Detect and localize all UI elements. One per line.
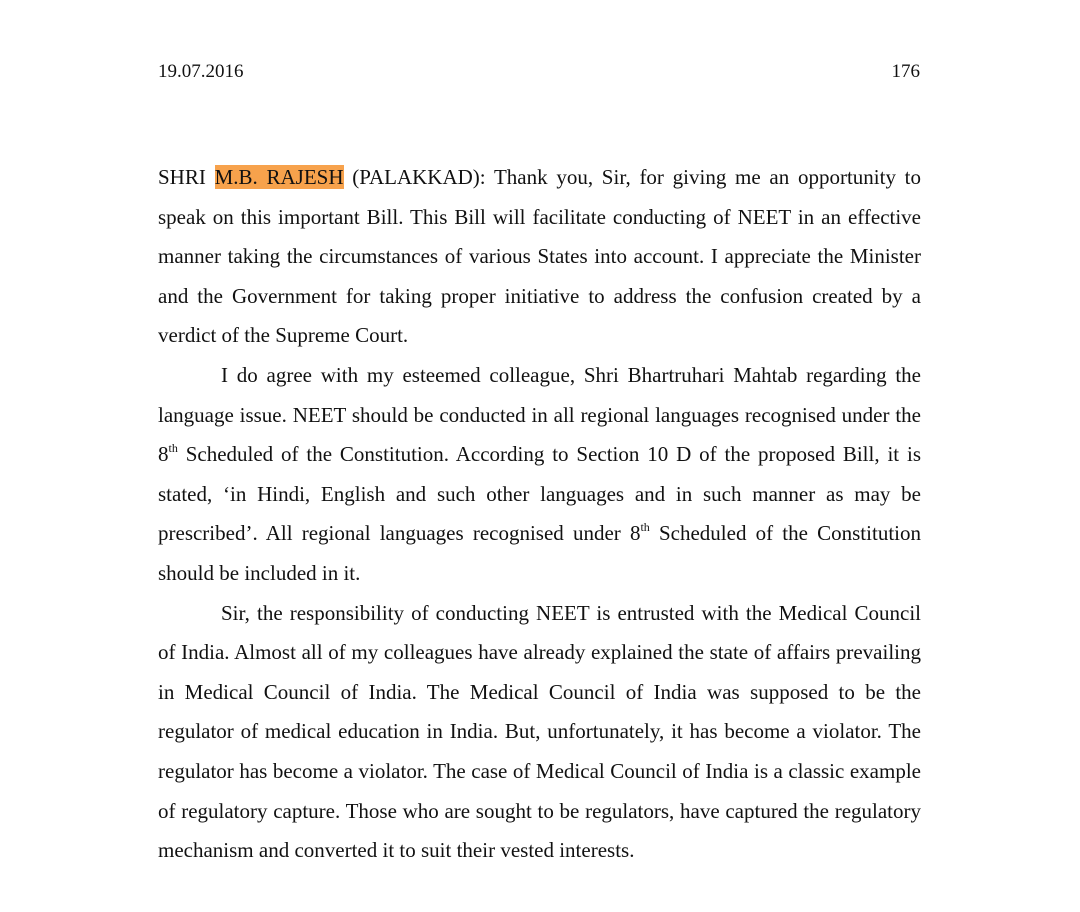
- paragraph-2-text-b: Scheduled of the Constitution. According to Section 10 D of the proposed Bill, it is stated, ‘in Hindi, English and such other languages and in such manner as may be prescribed’. All regional languages recognised under 8: [158, 442, 921, 546]
- superscript-ordinal: th: [168, 441, 178, 456]
- paragraph-language-issue: [158, 356, 921, 594]
- paragraph-speaker-intro: [158, 158, 921, 356]
- paragraph-2-text-a: I do agree with my esteemed colleague, Shri Bhartruhari Mahtab regarding the language issue. NEET should be conducted in all regional languages recognised under the 8: [158, 362, 921, 467]
- superscript-ordinal: th: [640, 520, 650, 535]
- page-number: 176: [891, 61, 920, 82]
- paragraph-2-text-c: Scheduled of the Constitution should be included in it.: [158, 521, 921, 585]
- document-body: [158, 158, 921, 871]
- speaker-prefix: SHRI: [158, 165, 206, 189]
- paragraph-1-text: (PALAKKAD): Thank you, Sir, for giving me an opportunity to speak on this important Bill. This Bill will facilitate conducting of NEET in an effective manner taking the circumstances of various States into account. I appreciate the Minister and the Government for taking proper initiative to address the confusion created by a verdict of the Supreme Court.: [158, 165, 922, 348]
- header-date: 19.07.2016: [158, 61, 244, 82]
- speaker-name-highlight: M.B. RAJESH: [214, 165, 344, 189]
- paragraph-medical-council: Sir, the responsibility of conducting NEET is entrusted with the Medical Council of India. Almost all of my colleagues have already explained the state of affairs prevailing in Medical Council of India. The Medical Council of India was supposed to be the regulator of medical education in India. But, unfortunately, it has become a violator. The regulator has become a violator. The case of Medical Council of India is a classic example of regulatory capture. Those who are sought to be regulators, have captured the regulatory mechanism and converted it to suit their vested interests.: [158, 600, 921, 863]
